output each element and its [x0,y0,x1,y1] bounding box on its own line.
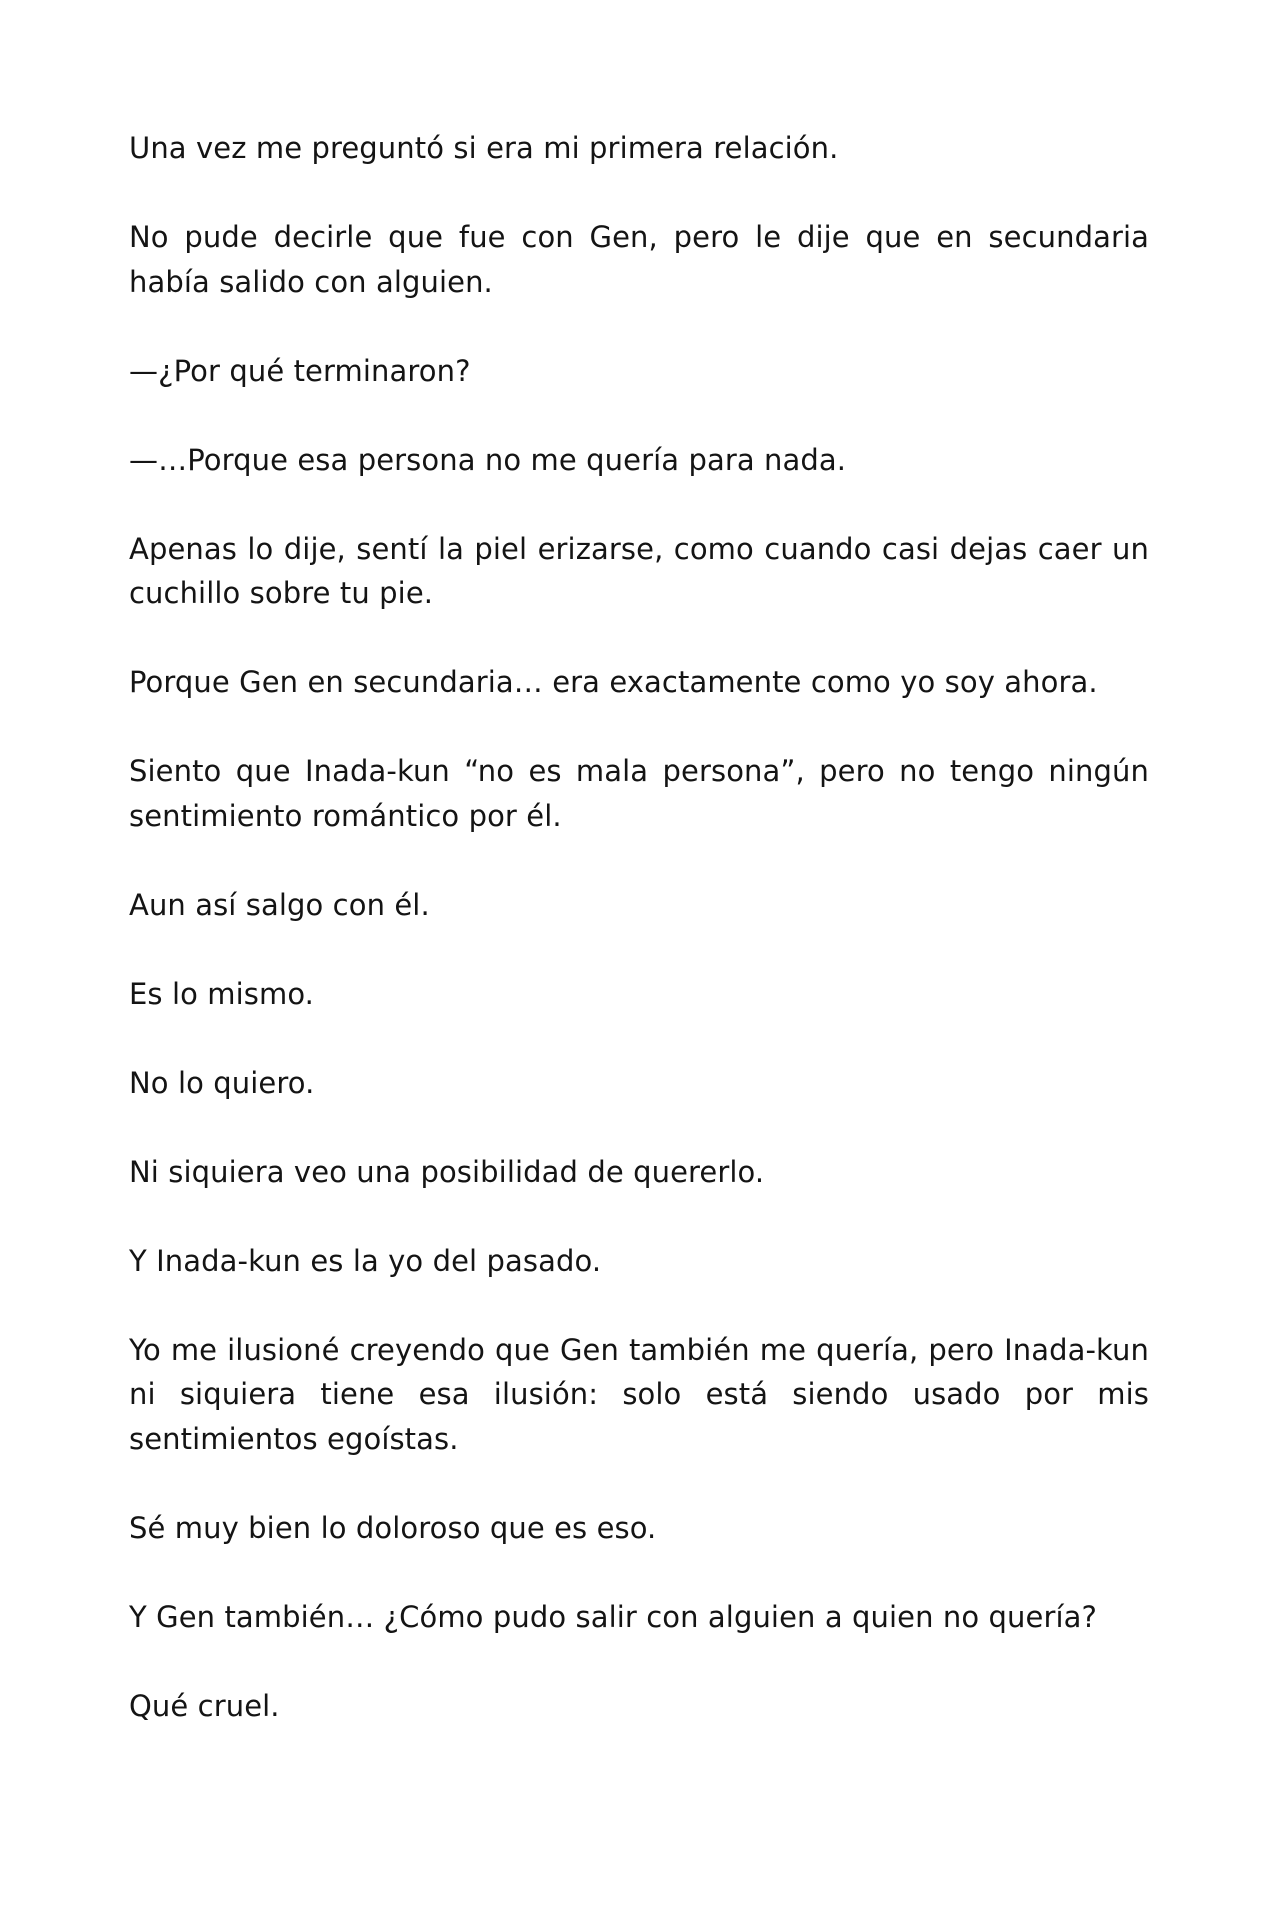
paragraph: Una vez me preguntó si era mi primera relación. [129,131,839,165]
dialogue-line: —¿Por qué terminaron? [129,353,471,388]
paragraph: Y Gen también… ¿Cómo pudo salir con alguien a quien no quería? [129,1599,1098,1634]
paragraph: Qué cruel. [129,1688,280,1723]
paragraph: Sé muy bien lo doloroso que es eso. [129,1510,657,1545]
dialogue-line: —…Porque esa persona no me quería para nada. [129,442,847,477]
paragraph: Y Inada-kun es la yo del pasado. [129,1243,602,1278]
paragraph: No lo quiero. [129,1065,315,1100]
paragraph: Porque Gen en secundaria… era exactamente como yo soy ahora. [129,665,1098,699]
paragraph: Ni siquiera veo una posibilidad de quererlo. [129,1154,765,1189]
paragraph: Apenas lo dije, sentí la piel erizarse, como cuando casi dejas caer un cuchillo sobre tu pie. [129,531,1149,610]
document-page [129,126,1149,1728]
paragraph: Yo me ilusioné creyendo que Gen también me quería, pero Inada-kun ni siquiera tiene esa ilusión: solo está siendo usado por mis sentimientos egoístas. [129,1332,1149,1456]
paragraph: Siento que Inada-kun “no es mala persona”, pero no tengo ningún sentimiento romántico por él. [129,754,1149,833]
paragraph: Es lo mismo. [129,976,314,1011]
paragraph: No pude decirle que fue con Gen, pero le dije que en secundaria había salido con alguien. [129,220,1149,299]
paragraph: Aun así salgo con él. [129,887,430,922]
